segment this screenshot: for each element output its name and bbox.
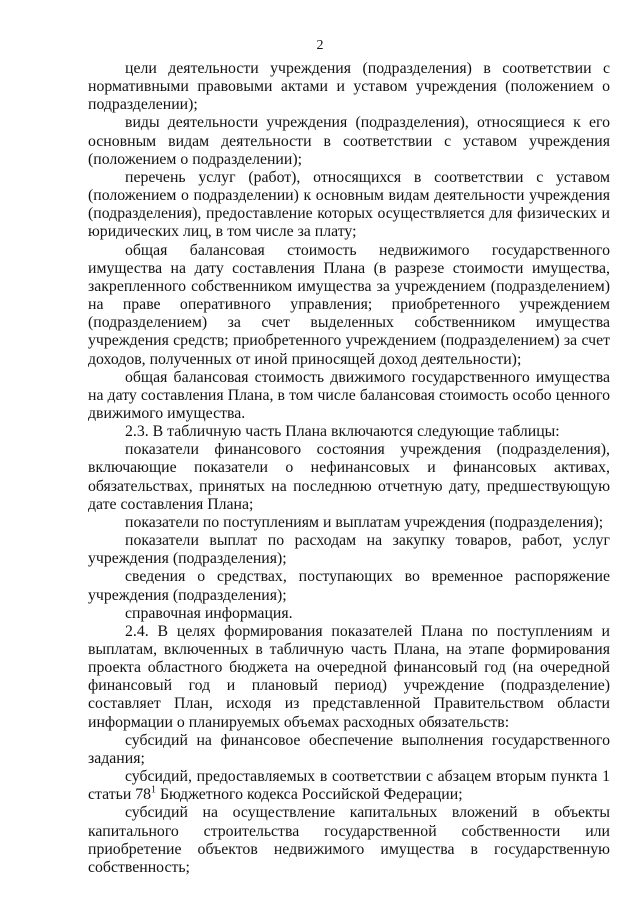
paragraph-goals: цели деятельности учреждения (подразделения) в соответствии с нормативными правовыми актами и уставом учреждения (положением о подразделении); (88, 60, 610, 114)
paragraph-section-2-4: 2.4. В целях формирования показателей Плана по поступлениям и выплатам, включенных в табличную часть Плана, на этапе формирования проекта областного бюджета на очередной финансовый год (на очередной финансовый год и плановый период) учреждение (подразделение) составляет План, исходя из представленной Правительством области информации о планируемых объемах расходных обязательств: (88, 622, 610, 731)
paragraph-procurement-payments: показатели выплат по расходам на закупку товаров, работ, услуг учреждения (подразделения); (88, 532, 610, 568)
paragraph-movable-property-value: общая балансовая стоимость движимого государственного имущества на дату составления Плана, в том числе балансовая стоимость особо ценного движимого имущества. (88, 368, 610, 422)
paragraph-article-78-subsidies (88, 768, 610, 804)
article-78-text-end: Бюджетного кодекса Российской Федерации; (156, 786, 463, 804)
paragraph-state-task-subsidies: субсидий на финансовое обеспечение выполнения государственного задания; (88, 731, 610, 767)
article-78-superscript: 1 (151, 784, 157, 796)
paragraph-capital-investments: субсидий на осуществление капитальных вложений в объекты капитального строительства государственной собственности или приобретение объектов недвижимого имущества в государственную собственность; (88, 804, 610, 876)
paragraph-temporary-funds: сведения о средствах, поступающих во временное распоряжение учреждения (подразделения); (88, 568, 610, 604)
paragraph-real-estate-value: общая балансовая стоимость недвижимого государственного имущества на дату составления Плана (в разрезе стоимости имущества, закрепленного собственником имущества за учреждением (подразделением) на праве оперативного управления; приобретенного учреждением (подразделением) за счет выделенных собственником имущества учреждения средств; приобретенного учреждением (подразделением) за счет доходов, полученных от иной приносящей доход деятельности); (88, 241, 610, 368)
article-78-text: субсидий, предоставляемых в соответствии с абзацем вторым пункта 1 статьи 78 (88, 768, 610, 804)
paragraph-section-2-3: 2.3. В табличную часть Плана включаются следующие таблицы: (125, 423, 560, 441)
paragraph-reference-info: справочная информация. (125, 604, 293, 622)
page-number: 2 (316, 38, 324, 53)
paragraph-financial-indicators: показатели финансового состояния учреждения (подразделения), включающие показатели о нефинансовых и финансовых активах, обязательствах, принятых на последнюю отчетную дату, предшествующую дате составления Плана; (88, 441, 610, 513)
document-body (88, 60, 610, 877)
paragraph-receipts-payments: показатели по поступлениям и выплатам учреждения (подразделения); (125, 513, 604, 531)
paragraph-activity-types: виды деятельности учреждения (подразделения), относящиеся к его основным видам деятельности в соответствии с уставом учреждения (положением о подразделении); (88, 114, 610, 168)
paragraph-services-list: перечень услуг (работ), относящихся в соответствии с уставом (положением о подразделении) к основным видам деятельности учреждения (подразделения), предоставление которых осуществляется для физических и юридических лиц, в том числе за плату; (88, 168, 610, 241)
